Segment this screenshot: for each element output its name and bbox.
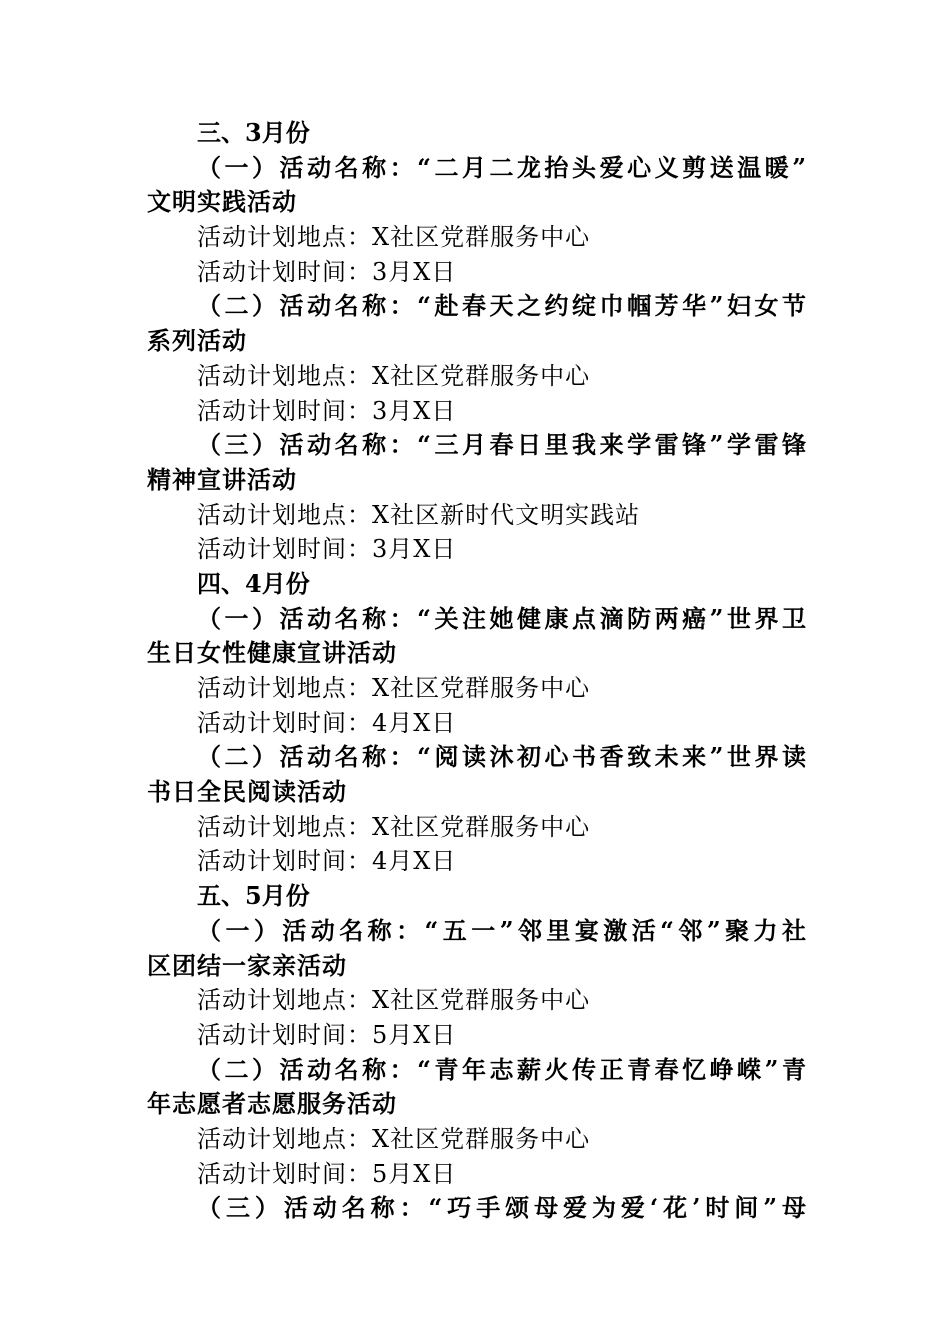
activity-name-line: （二）活动名称：“赴春天之约绽巾帼芳华”妇女节 xyxy=(197,291,807,321)
activity-detail-line: 活动计划时间：5月X日 xyxy=(197,1159,457,1188)
month-heading: 三、3月份 xyxy=(197,118,310,147)
activity-name-line: （一）活动名称：“关注她健康点滴防两癌”世界卫 xyxy=(197,603,807,633)
activity-detail-line: 活动计划地点：X社区党群服务中心 xyxy=(197,674,591,702)
activity-name-line: （一）活动名称：“五一”邻里宴激活“邻”聚力社 xyxy=(197,915,807,945)
activity-detail-line: 活动计划时间：3月X日 xyxy=(197,257,457,286)
activity-name-line: （二）活动名称：“阅读沐初心书香致未来”世界读 xyxy=(197,742,807,772)
activity-name-continuation: 区团结一家亲活动 xyxy=(147,950,347,980)
activity-name-continuation: 系列活动 xyxy=(147,326,247,356)
activity-name-line: （二）活动名称：“青年志薪火传正青春忆峥嵘”青 xyxy=(197,1054,807,1084)
activity-detail-line: 活动计划时间：5月X日 xyxy=(197,1020,457,1049)
activity-detail-line: 活动计划时间：3月X日 xyxy=(197,535,457,564)
activity-detail-line: 活动计划地点：X社区党群服务中心 xyxy=(197,812,591,841)
activity-detail-line: 活动计划地点：X社区新时代文明实践站 xyxy=(197,500,641,529)
activity-detail-line: 活动计划时间：4月X日 xyxy=(197,708,457,737)
activity-detail-line: 活动计划时间：4月X日 xyxy=(197,847,457,876)
document-body xyxy=(147,116,807,1226)
activity-detail-line: 活动计划地点：X社区党群服务中心 xyxy=(197,1124,591,1153)
activity-detail-line: 活动计划地点：X社区党群服务中心 xyxy=(197,986,591,1015)
activity-name-line: （一）活动名称：“二月二龙抬头爱心义剪送温暖” xyxy=(197,152,807,182)
activity-name-continuation: 精神宣讲活动 xyxy=(147,464,297,494)
activity-detail-line: 活动计划时间：3月X日 xyxy=(197,396,457,425)
activity-name-continuation: 生日女性健康宣讲活动 xyxy=(147,638,397,668)
activity-name-continuation: 年志愿者志愿服务活动 xyxy=(147,1089,397,1119)
activity-name-line: （三）活动名称：“巧手颂母爱为爱‘花’时间”母 xyxy=(197,1193,807,1223)
activity-detail-line: 活动计划地点：X社区党群服务中心 xyxy=(197,223,591,252)
activity-name-line: （三）活动名称：“三月春日里我来学雷锋”学雷锋 xyxy=(197,430,807,460)
month-heading: 四、4月份 xyxy=(197,568,310,598)
activity-name-continuation: 文明实践活动 xyxy=(147,187,297,217)
activity-detail-line: 活动计划地点：X社区党群服务中心 xyxy=(197,361,591,390)
activity-name-continuation: 书日全民阅读活动 xyxy=(147,777,347,807)
month-heading: 五、5月份 xyxy=(197,881,310,911)
